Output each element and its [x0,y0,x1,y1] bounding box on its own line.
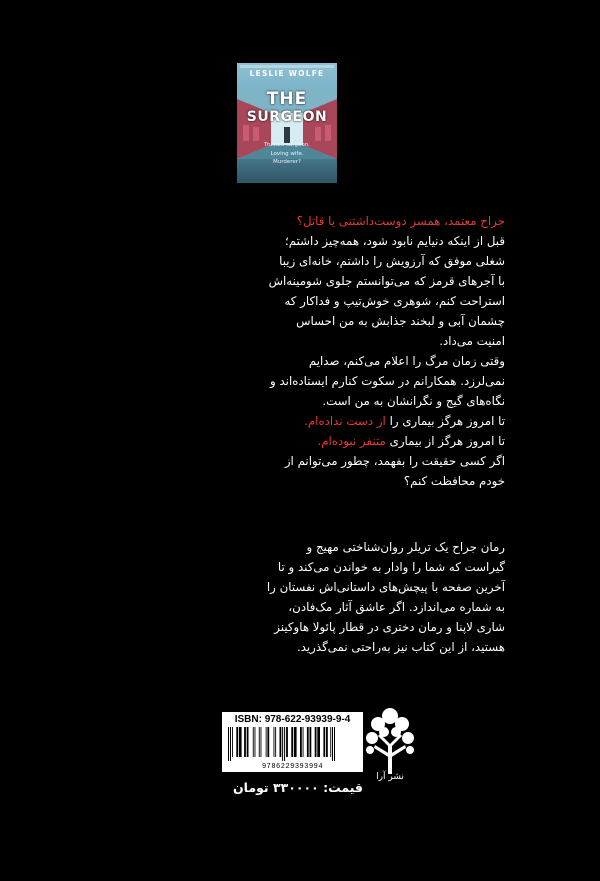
barcode-bar [323,727,325,757]
barcode-bar [303,727,304,757]
book-cover-thumbnail [237,63,337,183]
isbn-number: ISBN: 978-622-93939-9-4 [234,714,351,725]
barcode-bar [253,727,254,757]
blurb-highlight: متنفر نبوده‌ام. [317,434,386,448]
review-line: به شماره می‌اندازد. اگر عاشق آثار مک‌فادن، [288,600,505,614]
barcode-bars [226,727,359,761]
barcode [222,712,363,772]
cover-taglines [237,141,337,167]
barcode-bar [259,727,260,757]
review-line: شاری لاپنا و رمان دختری در قطار پائولا هاوکینز [274,620,505,634]
barcode-bar [291,727,293,757]
barcode-bar [255,727,256,757]
review-paragraph [108,537,505,657]
review-line: رمان جراح یک تریلر روان‌شناختی مهیج و [306,540,505,554]
barcode-bar [317,727,320,757]
blurb-highlight: از دست نداده‌ام. [304,414,386,428]
barcode-bar [330,727,331,757]
barcode-bar [232,727,233,757]
blurb-line: خودم محافظت کنم؟ [403,474,505,488]
publisher-name: نشر آرا [376,772,404,782]
cover-title-line1: THE [266,89,308,109]
cover-title-line2: SURGEON [246,109,328,125]
cover-tagline: Trusted surgeon. [264,142,310,148]
blurb-line: نمی‌لرزد. همکارانم در سکوت کنارم ایستاده‌اند و [270,374,505,388]
blurb [108,211,505,491]
blurb-line: چشمان آبی و لبخند جذابش به من احساس [296,314,505,328]
review-line: هستید، از این کتاب نیز به‌راحتی نمی‌گذرید. [296,640,505,654]
blurb-line: با آجرهای قرمز که می‌توانستم جلوی شومینه‌اش [268,274,505,288]
barcode-bar [307,727,309,757]
barcode-bar [236,727,238,757]
barcode-bar [334,727,335,761]
barcode-bar [310,727,312,757]
review-line: آخرین صفحه با پیچش‌های داستانی‌اش نفستان را [266,580,505,594]
barcode-bar [261,727,262,757]
cover-author: LESLIE WOLFE [249,69,325,78]
blurb-line: استراحت کنم، شوهری خوش‌تیپ و فداکار که [284,294,505,308]
barcode-bar [228,727,229,761]
barcode-bar [239,727,242,757]
cover-tagline: Loving wife. [270,150,304,157]
barcode-bar [244,727,246,757]
blurb-text: تا امروز هرگز بیماری را [389,414,505,428]
barcode-bar [286,727,288,757]
barcode-bar [315,727,317,757]
price: قیمت: ۳۳۰۰۰۰ تومان [232,780,363,795]
blurb-line: قبل از اینکه دنیایم نابود شود، همه‌چیز داشتم؛ [285,234,505,248]
barcode-bar [275,727,276,757]
publisher-tree-logo-icon [364,702,416,782]
barcode-bar [282,727,283,761]
blurb-line: شغلی موفق که آرزویش را داشتم، خانه‌ای زیبا [279,254,505,268]
blurb-line: اگر کسی حقیقت را بفهمد، چطور می‌توانم از [284,454,505,468]
barcode-bar [332,727,333,761]
barcode-bar [326,727,328,757]
barcode-digits: 9786229393994 [261,763,324,771]
cover-top-strip [240,65,334,68]
blurb-line: امنیت می‌داد. [439,334,505,348]
blurb-line-highlight [108,411,505,431]
review-line: گیراست که شما را وادار به خواندن می‌کند و تا [277,560,505,574]
blurb-text: تا امروز هرگز از بیماری [389,434,505,448]
blurb-line-highlight [108,431,505,451]
barcode-bar [274,727,275,757]
blurb-line: نگاه‌های گیج و نگرانشان به من است. [322,394,505,408]
barcode-bar [267,727,269,757]
cover-tagline: Murderer? [273,159,301,165]
barcode-bar [300,727,302,757]
blurb-line: وقتی زمان مرگ را اعلام می‌کنم، صدایم [308,354,505,368]
blurb-headline: جراح معتمد، همسر دوست‌داشتنی یا قاتل؟ [296,214,505,228]
barcode-bar [284,727,285,761]
barcode-bar [294,727,297,757]
barcode-bar [247,727,249,757]
barcode-bar [266,727,267,757]
barcode-bar [280,727,282,757]
barcode-bar [230,727,231,761]
